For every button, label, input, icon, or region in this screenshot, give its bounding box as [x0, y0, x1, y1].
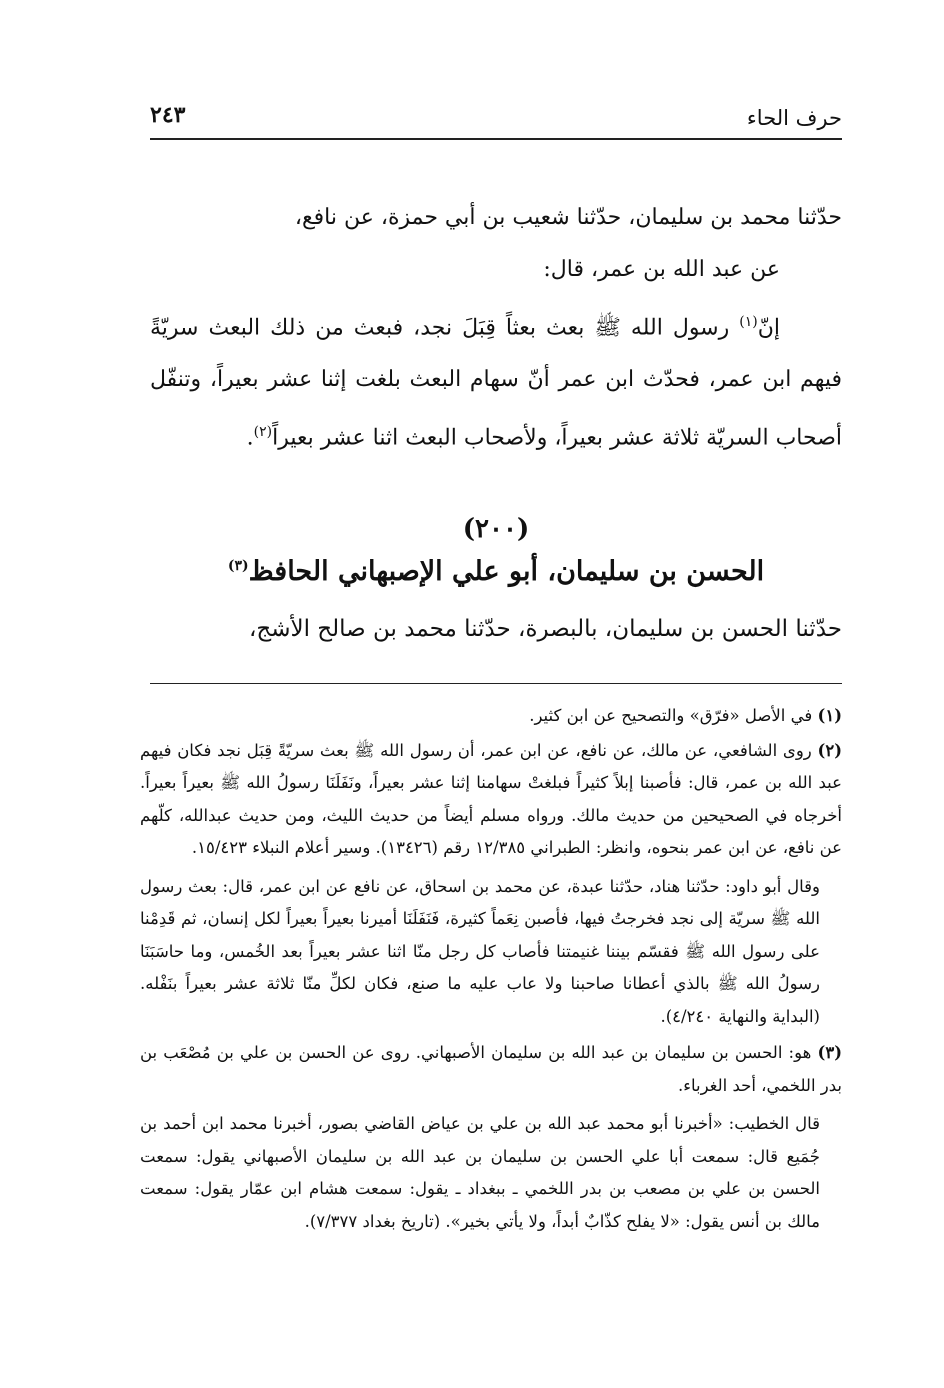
isnad-line-1: حدّثنا محمد بن سليمان، حدّثنا شعيب بن أبي حمزة، عن نافع، [294, 205, 842, 230]
main-text [150, 192, 842, 465]
footnote-2 [140, 735, 842, 865]
hadith-text-end: . [246, 425, 254, 451]
entry-heading [150, 556, 842, 587]
footnote-marker-3: (٣) [817, 1043, 842, 1062]
footnotes [140, 700, 842, 1238]
page-number: ٢٤٣ [150, 102, 186, 128]
footnote-text-2: روى الشافعي، عن مالك، عن نافع، عن ابن عمر، أن رسول الله ﷺ بعث سريّةً قِبَل نجد فكان فيهم عبد الله بن عمر، قال: فأصبنا إبلاً كثيراً فبلغتْ سهامنا إثنا عشر بعيراً، ونَفَلَنَا رسولُ الله ﷺ بعيراً بعيراً. أخرجاه في الصحيحين من حديث مالك. ورواه مسلم أيضاً من حديث الليث، ومن حديث عبدالله، كلّهم عن نافع، عن ابن عمر بنحوه، وانظر: الطبراني ١٢/٣٨٥ رقم (١٣٤٢٦). وسير أعلام النبلاء ١٥/٤٢٣. [140, 740, 842, 857]
hadith-text: رسول الله ﷺ بعث بعثاً قِبَلَ نجد، فبعث من ذلك البعث سريّةً فيهم ابن عمر، فحدّث ابن عمر أنّ سهام البعث بلغت إثنا عشر بعيراً، وتنفّل أصحاب السريّة ثلاثة عشر بعيراً، ولأصحاب البعث اثنا عشر بعيراً [150, 315, 842, 451]
running-title: حرف الحاء [746, 106, 842, 130]
hadith-paragraph [150, 296, 842, 465]
footnote-marker-1: (١) [817, 706, 842, 725]
footnote-1 [140, 700, 842, 733]
entry-heading-text: الحسن بن سليمان، أبو علي الإصبهاني الحافظ [248, 556, 765, 587]
footnote-2-paragraph-2: وقال أبو داود: حدّثنا هناد، حدّثنا عبدة، عن محمد بن اسحاق، عن نافع عن ابن عمر، قال: بعث رسول الله ﷺ سريّة إلى نجد فخرجتُ فيها، فأصبن نِعَماً كثيرة، فَنَفَلَنَا أميرنا بعيراً بعيراً لكل إنسان، ثم قَدِمْنا على رسول الله ﷺ فقسّم بيننا غنيمتنا فأصاب كل رجل منّا اثنا عشر بعيراً بعد الخُمس، وما حاسَبَنَا رسولُ الله ﷺ بالذي أعطانا صاحبنا ولا عاب عليه ما صنع، فكان لكلِّ منّا ثلاثة عشر بعيراً بنَفْله. (البداية والنهاية ٤/٢٤٠). [140, 876, 820, 1026]
isnad-line-2: عن عبد الله بن عمر، قال: [543, 257, 780, 282]
hadith-text-start: إنّ [757, 315, 780, 341]
entry-first-line: حدّثنا الحسن بن سليمان، بالبصرة، حدّثنا محمد بن صالح الأشج، [248, 616, 842, 642]
footnote-ref-1[interactable]: (١) [739, 314, 758, 330]
header-divider [150, 138, 842, 140]
entry-number: (٢٠٠) [462, 514, 530, 544]
footnote-ref-3[interactable]: (٣) [227, 558, 249, 574]
footnote-divider [150, 683, 842, 684]
footnote-3 [140, 1037, 842, 1102]
footnote-marker-2: (٢) [817, 740, 842, 760]
footnote-ref-2[interactable]: (٢) [253, 424, 273, 441]
footnote-3-paragraph-2: قال الخطيب: «أخبرنا أبو محمد عبد الله بن علي بن عياض القاضي بصور، أخبرنا محمد ابن أحمد بن جُمَيع قال: سمعت أبا علي الحسن بن سليمان بن عبد الله بن سليمان الأصبهاني يقول: سمعت الحسن بن علي بن مصعب بن بدر اللخمي ـ ببغداد ـ يقول: سمعت هشام ابن عمّار يقول: سمعت مالك بن أنس يقول: «لا يفلح كذّابٌ أبداً، ولا يأتي بخير». (تاريخ بغداد ٧/٣٧٧). [140, 1114, 820, 1231]
page-header [150, 100, 842, 136]
footnote-text-3: هو: الحسن بن سليمان بن عبد الله بن سليمان الأصبهاني. روى عن الحسن بن علي بن مُصْعَب بن بدر اللخمي، أحد الغرباء. [140, 1043, 842, 1095]
footnote-text-1: في الأصل «فرّق» والتصحيح عن ابن كثير. [529, 706, 818, 725]
